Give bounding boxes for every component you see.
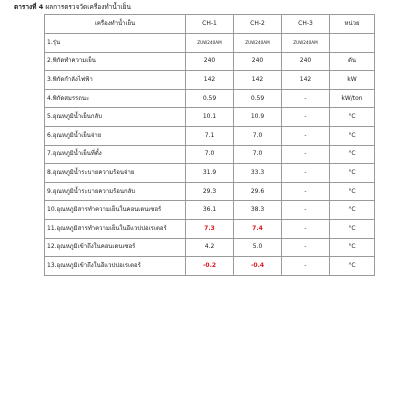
row-value-ch3: - (282, 145, 330, 164)
header-item: เครื่องทำน้ำเย็น (45, 15, 186, 34)
header-ch2: CH-2 (234, 15, 282, 34)
table-caption (14, 3, 131, 12)
row-unit: kW/ton (330, 89, 375, 108)
table-row (45, 219, 375, 238)
row-item-label: 3.พิกัดกำลังไฟฟ้า (45, 71, 186, 90)
row-value-ch3: - (282, 219, 330, 238)
row-item-label: 2.พิกัดทำความเย็น (45, 52, 186, 71)
row-value-ch1: 142 (186, 71, 234, 90)
table-row (45, 108, 375, 127)
table-header-row (45, 15, 375, 34)
row-value-ch3: - (282, 201, 330, 220)
table-row (45, 71, 375, 90)
row-value-ch1: 36.1 (186, 201, 234, 220)
header-unit: หน่วย (330, 15, 375, 34)
chiller-results-table (44, 14, 375, 276)
table-body (45, 34, 375, 276)
table-row (45, 126, 375, 145)
row-value-ch1: 240 (186, 52, 234, 71)
row-unit: °C (330, 164, 375, 183)
row-value-ch3: 240 (282, 52, 330, 71)
row-value-ch3: - (282, 89, 330, 108)
row-value-ch2: 142 (234, 71, 282, 90)
row-value-ch2: 7.4 (234, 219, 282, 238)
row-value-ch2: 240 (234, 52, 282, 71)
caption-number: ตารางที่ 4 (14, 3, 44, 11)
row-value-ch1: -0.2 (186, 257, 234, 276)
row-value-ch1: 0.59 (186, 89, 234, 108)
row-value-ch3: - (282, 126, 330, 145)
row-item-label: 9.อุณหภูมิน้ำระบายความร้อนกลับ (45, 182, 186, 201)
row-unit: °C (330, 126, 375, 145)
table-row (45, 238, 375, 257)
row-value-ch2: ZUW240AM (234, 34, 282, 53)
table-row (45, 257, 375, 276)
row-value-ch2: 5.0 (234, 238, 282, 257)
row-item-label: 13.อุณหภูมิเข้าถึงในอีแวปปอเรเตอร์ (45, 257, 186, 276)
row-unit: °C (330, 219, 375, 238)
row-value-ch3: - (282, 108, 330, 127)
table-row (45, 34, 375, 53)
row-value-ch1: 10.1 (186, 108, 234, 127)
table-row (45, 201, 375, 220)
row-unit: ตัน (330, 52, 375, 71)
header-ch3: CH-3 (282, 15, 330, 34)
row-unit (330, 34, 375, 53)
row-item-label: 1.รุ่น (45, 34, 186, 53)
row-value-ch1: 7.3 (186, 219, 234, 238)
row-unit: °C (330, 257, 375, 276)
row-value-ch3: - (282, 164, 330, 183)
table-row (45, 182, 375, 201)
table-row (45, 52, 375, 71)
row-value-ch3: ZUW240AM (282, 34, 330, 53)
row-value-ch2: 10.9 (234, 108, 282, 127)
row-value-ch2: 7.0 (234, 126, 282, 145)
table-row (45, 89, 375, 108)
row-item-label: 5.อุณหภูมิน้ำเย็นกลับ (45, 108, 186, 127)
table-row (45, 164, 375, 183)
row-value-ch2: 38.3 (234, 201, 282, 220)
row-value-ch3: 142 (282, 71, 330, 90)
row-value-ch1: 29.3 (186, 182, 234, 201)
header-ch1: CH-1 (186, 15, 234, 34)
row-item-label: 12.อุณหภูมิเข้าถึงในคอนเดนเซอร์ (45, 238, 186, 257)
row-value-ch1: 7.1 (186, 126, 234, 145)
row-unit: °C (330, 201, 375, 220)
row-value-ch1: ZUW240AM (186, 34, 234, 53)
row-item-label: 11.อุณหภูมิสารทำความเย็นในอีแวปปอเรเตอร์ (45, 219, 186, 238)
row-value-ch2: 33.3 (234, 164, 282, 183)
row-value-ch3: - (282, 182, 330, 201)
row-value-ch3: - (282, 257, 330, 276)
row-value-ch2: 7.0 (234, 145, 282, 164)
table-row (45, 145, 375, 164)
row-unit: °C (330, 182, 375, 201)
row-unit: °C (330, 145, 375, 164)
row-item-label: 10.อุณหภูมิสารทำความเย็นในคอนเดนเซอร์ (45, 201, 186, 220)
row-unit: °C (330, 238, 375, 257)
row-value-ch1: 7.0 (186, 145, 234, 164)
row-value-ch2: 29.6 (234, 182, 282, 201)
row-value-ch1: 31.9 (186, 164, 234, 183)
row-value-ch2: -0.4 (234, 257, 282, 276)
row-value-ch3: - (282, 238, 330, 257)
row-item-label: 4.พิกัดสมรรถนะ (45, 89, 186, 108)
row-item-label: 6.อุณหภูมิน้ำเย็นจ่าย (45, 126, 186, 145)
row-value-ch2: 0.59 (234, 89, 282, 108)
row-item-label: 7.อุณหภูมิน้ำเย็นที่ตั้ง (45, 145, 186, 164)
row-unit: kW (330, 71, 375, 90)
row-value-ch1: 4.2 (186, 238, 234, 257)
caption-text: ผลการตรวจวัดเครื่องทำน้ำเย็น (45, 3, 131, 11)
row-unit: °C (330, 108, 375, 127)
row-item-label: 8.อุณหภูมิน้ำระบายความร้อนจ่าย (45, 164, 186, 183)
